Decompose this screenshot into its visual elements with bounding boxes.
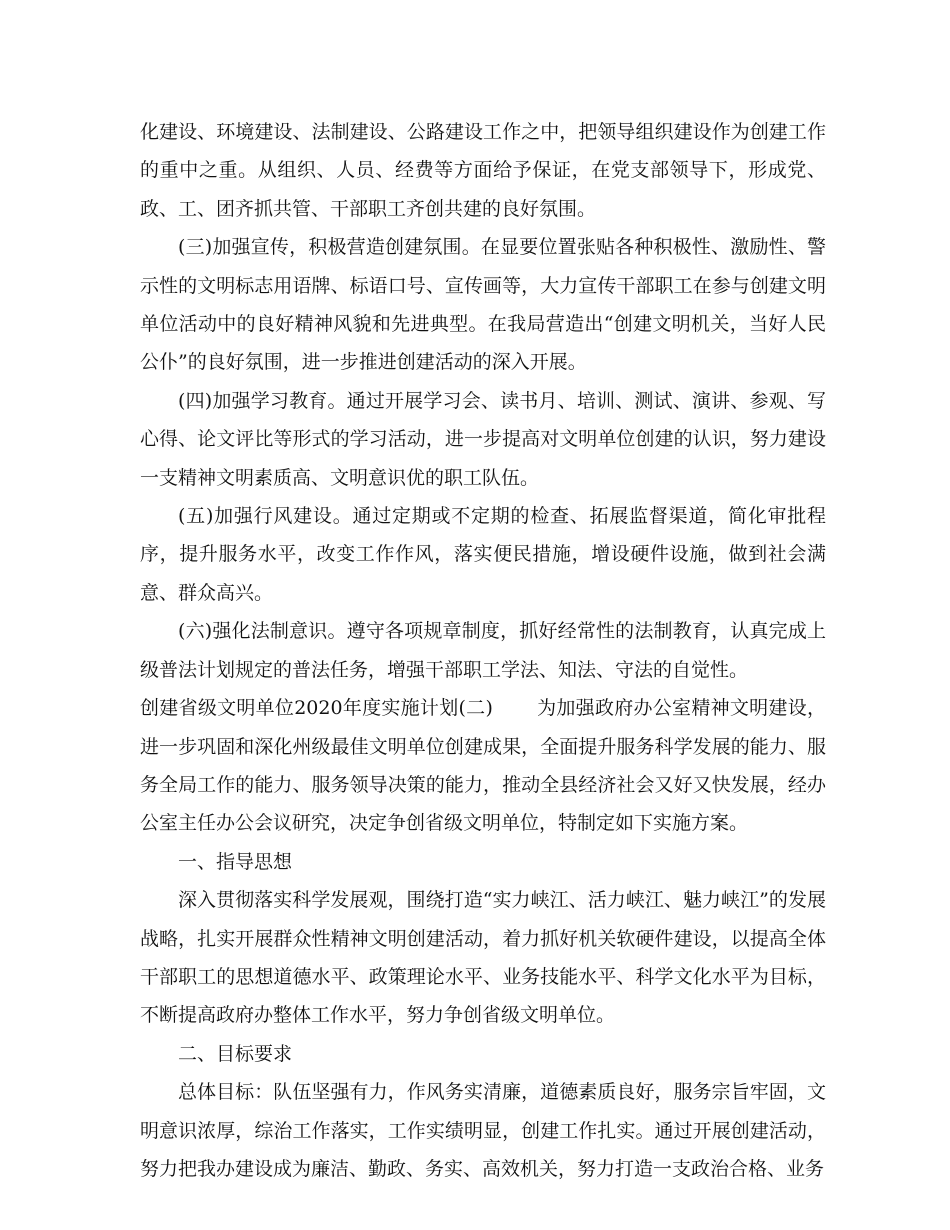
paragraph-education: (四)加强学习教育。通过开展学习会、读书月、培训、测试、演讲、参观、写心得、论文评比等形式的学习活动，进一步提高对文明单位创建的认识，努力建设一支精神文明素质高、文明意识优的职工队伍。: [140, 389, 826, 489]
section-body-guiding: 深入贯彻落实科学发展观，围绕打造“实力峡江、活力峡江、魅力峡江”的发展战略，扎实开展群众性精神文明创建活动，着力抓好机关软硬件建设，以提高全体干部职工的思想道德水平、政策理论水平、业务技能水平、科学文化水平为目标，不断提高政府办整体工作水平，努力争创省级文明单位。: [140, 889, 826, 1027]
paragraph-org-building: 化建设、环境建设、法制建设、公路建设工作之中，把领导组织建设作为创建工作的重中之重。从组织、人员、经费等方面给予保证，在党支部领导下，形成党、政、工、团齐抓共管、干部职工齐创共建的良好氛围。: [140, 121, 826, 220]
document-body: [140, 113, 826, 1188]
paragraph-conduct: (五)加强行风建设。通过定期或不定期的检查、拓展监督渠道，简化审批程序，提升服务水平，改变工作作风，落实便民措施，增设硬件设施，做到社会满意、群众高兴。: [140, 505, 826, 604]
section-heading-guiding: 一、指导思想: [178, 850, 293, 873]
paragraph-publicity: (三)加强宣传，积极营造创建氛围。在显要位置张贴各种积极性、激励性、警示性的文明标志用语牌、标语口号、宣传画等，大力宣传干部职工在参与创建文明单位活动中的良好精神风貌和先进典型。在我局营造出“创建文明机关，当好人民公仆”的良好氛围，进一步推进创建活动的深入开展。: [140, 236, 826, 374]
paragraph-legal: (六)强化法制意识。遵守各项规章制度，抓好经常性的法制教育，认真完成上级普法计划规定的普法任务，增强干部职工学法、知法、守法的自觉性。: [140, 620, 826, 681]
paragraph-plan-intro: [140, 689, 826, 843]
plan-title: 创建省级文明单位2020年度实施计划(二): [140, 697, 493, 720]
section-body-goals: 总体目标：队伍坚强有力，作风务实清廉，道德素质良好，服务宗旨牢固，文明意识浓厚，综治工作落实，工作实绩明显，创建工作扎实。通过开展创建活动，努力把我办建设成为廉洁、勤政、务实、高效机关，努力打造一支政治合格、业务: [140, 1081, 826, 1180]
section-heading-goals: 二、目标要求: [178, 1042, 293, 1065]
plan-intro-text: 为加强政府办公室精神文明建设，进一步巩固和深化州级最佳文明单位创建成果，全面提升服务科学发展的能力、服务全局工作的能力、服务领导决策的能力，推动全县经济社会又好又快发展，经办公室主任办公会议研究，决定争创省级文明单位，特制定如下实施方案。: [140, 697, 826, 835]
